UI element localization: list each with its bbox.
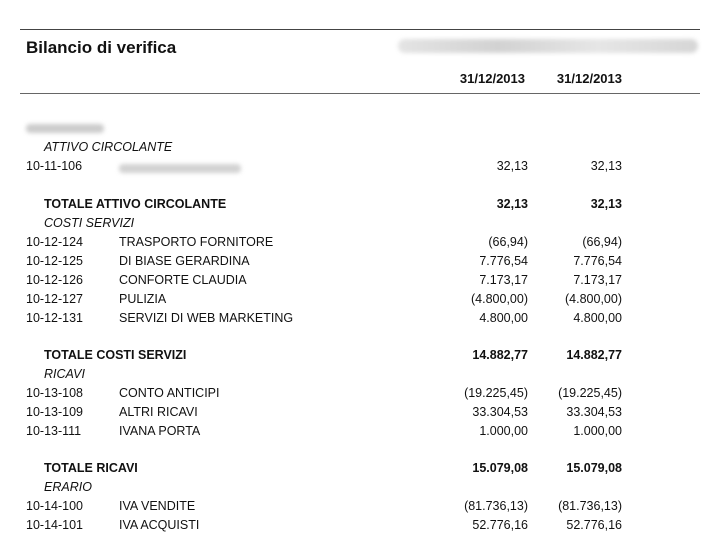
- total-value-col-2: 32,13: [590, 197, 622, 211]
- total-value-col-1: 32,13: [496, 197, 528, 211]
- account-code: 10-14-101: [26, 518, 83, 532]
- account-code: 10-12-126: [26, 273, 83, 287]
- group-label-redacted: [26, 124, 104, 133]
- account-description: CONTO ANTICIPI: [119, 386, 220, 400]
- company-name-redacted: [398, 39, 698, 53]
- table-row: [0, 271, 710, 290]
- account-description: PULIZIA: [119, 292, 167, 306]
- total-value-col-2: 14.882,77: [566, 348, 622, 362]
- total-label: TOTALE COSTI SERVIZI: [44, 348, 187, 362]
- total-label: TOTALE ATTIVO CIRCOLANTE: [44, 197, 227, 211]
- value-col-1: (19.225,45): [464, 386, 528, 400]
- section-header: [0, 138, 710, 157]
- top-rule: [20, 29, 700, 30]
- value-col-1: 32,13: [496, 159, 528, 173]
- account-code: 10-12-125: [26, 254, 83, 268]
- value-col-2: (19.225,45): [558, 386, 622, 400]
- account-description-redacted: [119, 164, 241, 173]
- value-col-1: 1.000,00: [479, 424, 528, 438]
- total-value-col-1: 15.079,08: [472, 461, 528, 475]
- account-description: TRASPORTO FORNITORE: [119, 235, 274, 249]
- account-code: 10-12-127: [26, 292, 83, 306]
- value-col-2: 7.776,54: [573, 254, 622, 268]
- account-code: 10-12-131: [26, 311, 83, 325]
- total-value-col-2: 15.079,08: [566, 461, 622, 475]
- total-row: [0, 459, 710, 478]
- account-code: 10-13-109: [26, 405, 83, 419]
- section-label: COSTI SERVIZI: [44, 216, 135, 230]
- table-row: [0, 290, 710, 309]
- section-header: [0, 214, 710, 233]
- table-row: [0, 516, 710, 535]
- table-row: [0, 384, 710, 403]
- section-header: [0, 365, 710, 384]
- header-rule: [20, 93, 700, 94]
- account-description: IVA ACQUISTI: [119, 518, 200, 532]
- account-description: SERVIZI DI WEB MARKETING: [119, 311, 294, 325]
- account-description: CONFORTE CLAUDIA: [119, 273, 247, 287]
- section-header: [0, 478, 710, 497]
- table-row: [0, 252, 710, 271]
- table-row: [0, 233, 710, 252]
- value-col-2: 33.304,53: [566, 405, 622, 419]
- account-code: 10-13-108: [26, 386, 83, 400]
- account-description: IVA VENDITE: [119, 499, 196, 513]
- account-description: IVANA PORTA: [119, 424, 201, 438]
- section-label: ATTIVO CIRCOLANTE: [44, 140, 173, 154]
- value-col-1: (81.736,13): [464, 499, 528, 513]
- table-row: [0, 497, 710, 516]
- value-col-2: 1.000,00: [573, 424, 622, 438]
- value-col-1: 33.304,53: [472, 405, 528, 419]
- table-row: [0, 422, 710, 441]
- column-header-1: 31/12/2013: [459, 71, 525, 86]
- value-col-2: 4.800,00: [573, 311, 622, 325]
- account-code: 10-11-106: [26, 159, 83, 173]
- value-col-2: (66,94): [582, 235, 622, 249]
- value-col-1: (66,94): [488, 235, 528, 249]
- table-row: [0, 309, 710, 328]
- value-col-1: (4.800,00): [471, 292, 528, 306]
- value-col-2: 7.173,17: [573, 273, 622, 287]
- total-row: [0, 195, 710, 214]
- value-col-1: 52.776,16: [472, 518, 528, 532]
- table-row: [0, 157, 710, 176]
- section-label: RICAVI: [44, 367, 85, 381]
- section-label: ERARIO: [44, 480, 92, 494]
- value-col-1: 7.173,17: [479, 273, 528, 287]
- report-title: Bilancio di verifica: [26, 38, 177, 57]
- table-row: [0, 403, 710, 422]
- value-col-1: 4.800,00: [479, 311, 528, 325]
- account-code: 10-12-124: [26, 235, 83, 249]
- value-col-2: (81.736,13): [558, 499, 622, 513]
- value-col-1: 7.776,54: [479, 254, 528, 268]
- value-col-2: (4.800,00): [565, 292, 622, 306]
- account-code: 10-13-111: [26, 424, 82, 438]
- account-description: DI BIASE GERARDINA: [119, 254, 250, 268]
- account-code: 10-14-100: [26, 499, 83, 513]
- total-row: [0, 346, 710, 365]
- account-description: ALTRI RICAVI: [119, 405, 198, 419]
- column-header-2: 31/12/2013: [556, 71, 622, 86]
- value-col-2: 52.776,16: [566, 518, 622, 532]
- value-col-2: 32,13: [590, 159, 622, 173]
- total-value-col-1: 14.882,77: [472, 348, 528, 362]
- total-label: TOTALE RICAVI: [44, 461, 138, 475]
